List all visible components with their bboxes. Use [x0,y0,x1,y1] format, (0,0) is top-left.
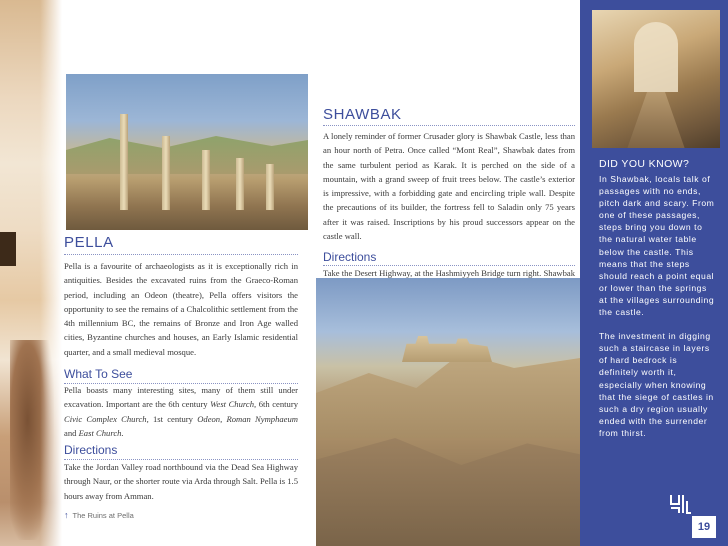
what-to-see-part: 6th century [256,399,298,410]
shawbak-passage-photo [592,10,720,148]
did-you-know-paragraph-1: In Shawbak, locals talk of passages with no ends, pitch dark and scary. From one of these passages, steps bring you down to the natural water table below the castle. This means that the steps should reach a point equal or lower than the springs at the villages surrounding the castle. [599,174,715,318]
ruin-column [236,158,244,210]
passage-arch [634,22,678,92]
pella-heading: PELLA [64,234,114,251]
what-to-see-part: 1st century [148,413,198,424]
caption-text: The Ruins at Pella [72,511,134,520]
what-to-see-text [64,383,298,440]
shawbak-directions-text: Take the Desert Highway, at the Hashmiyyeh Bridge turn right. Shawbak [323,268,575,278]
ruin-column [266,164,274,210]
shawbak-intro: A lonely reminder of former Crusader glory is Shawbak Castle, less than an hour north of Petra. Once called “Mont Real”, Shawbak dates from the same turbulent period as Karak. It is perched on the side of a mountain, with a grand sweep of fruit trees below. The castle’s exterior is impressive, with a forbidding gate and encircling triple wall. Despite the precautions of its builder, the fortress fell to Saladin only 75 years after it was raised. Inscriptions by his proud successors appear on the castle wall. [323,131,575,242]
left-edge-photo [0,0,62,546]
what-to-see-heading: What To See [64,367,133,381]
did-you-know-paragraph-2: The investment in digging such a staircase in layers of hard bedrock is definitely worth it, especially when knowing that the siege of castles in such a dry region usually ended with the surrender from thirst. [599,331,714,438]
pella-intro: Pella is a favourite of archaeologists as it is exceptionally rich in antiquities. Besides the excavated ruins from the Graeco-Roman period, including an Odeon (theatre), Pella offers visitors the opportunity to see the remains of a Chalcolithic settlement from the 4th millennium BC, the remains of Bronze and Iron Age walled cities, Byzantine churches and houses, an Early Islamic residential quarter, and a small medieval mosque. [64,261,298,357]
ruin-column [202,150,210,210]
shawbak-castle [402,336,492,362]
up-arrow-icon: ↑ [64,510,69,520]
odeon-nymphaeum-label: Odeon, Roman Nymphaeum [197,413,298,424]
shawbak-divider [323,125,575,126]
pella-ruins-photo [66,74,308,230]
shawbak-heading: SHAWBAK [323,106,402,123]
shawbak-castle-photo [316,278,580,546]
passage-path [626,92,686,148]
ruin-column [120,114,128,210]
what-to-see-part: Pella boasts many interesting sites, many of them still under excavation. Important are the 6th century [64,385,298,410]
photo-caption [64,510,134,520]
what-to-see-part: and [64,427,79,438]
pella-directions-heading: Directions [64,443,118,457]
pella-divider [64,254,298,255]
photo-fade [40,0,62,546]
page-number: 19 [692,516,716,538]
shawbak-directions-heading: Directions [323,250,377,264]
shawbak-valley [316,438,580,546]
doorway-detail [0,232,16,266]
pella-directions-text: Take the Jordan Valley road northbound via the Dead Sea Highway through Naur, or the shorter route via Arda through Salt. Pella is 1.5 hours away from Amman. [64,462,298,501]
west-church-label: West Church, [210,399,257,410]
civic-complex-church-label: Civic Complex Church, [64,413,149,424]
ruin-column [162,136,170,210]
jordan-logo-icon [668,491,694,517]
did-you-know-title: DID YOU KNOW? [599,158,690,170]
did-you-know-box [599,158,717,451]
east-church-label: East Church. [78,427,124,438]
